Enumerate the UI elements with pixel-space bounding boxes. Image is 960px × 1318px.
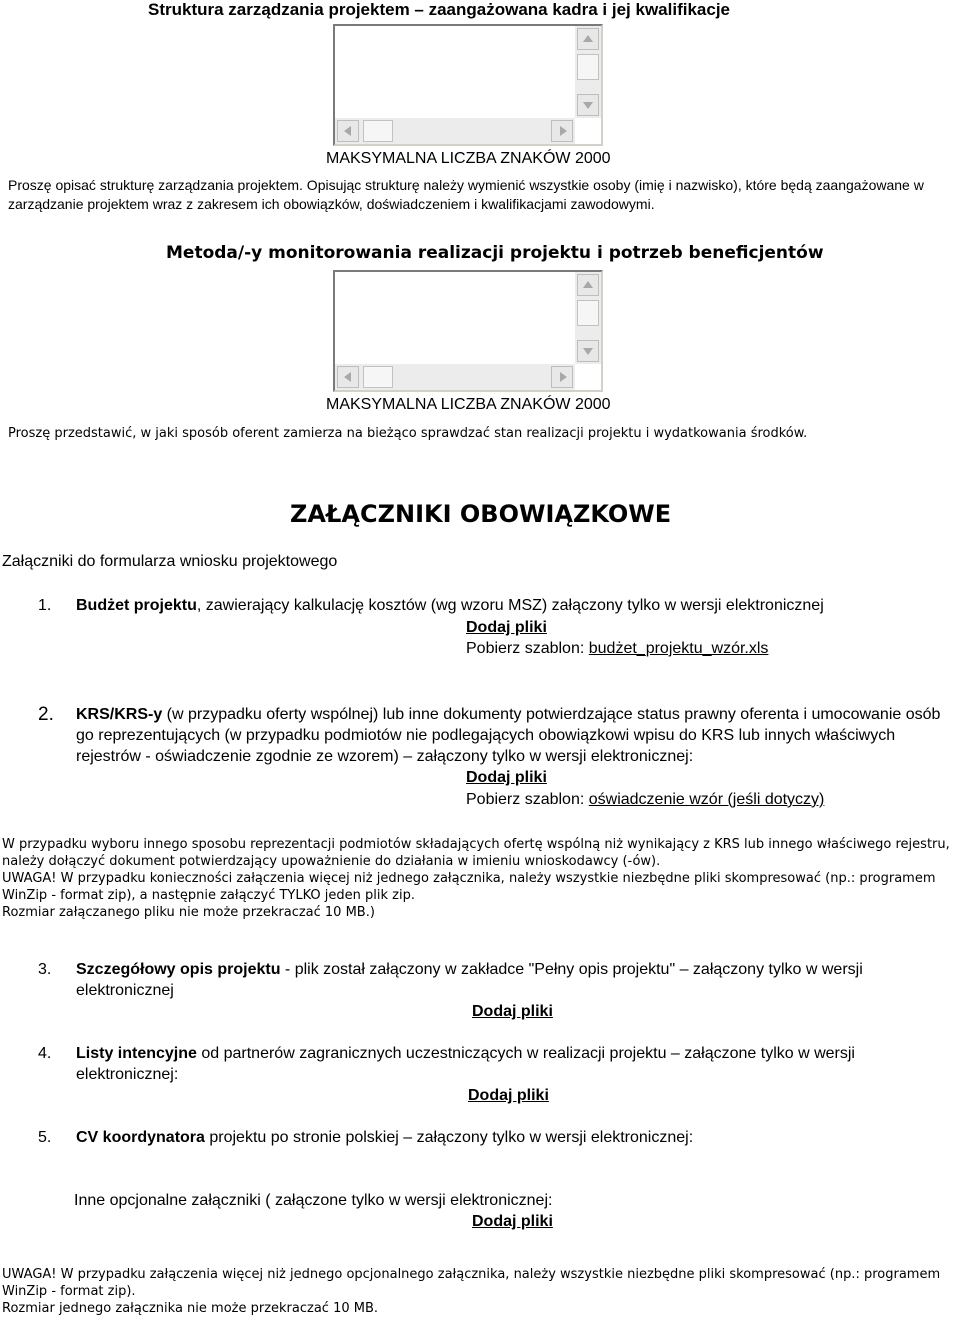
arrow-left-icon [344, 126, 351, 136]
attachments-heading: ZAŁĄCZNIKI OBOWIĄZKOWE [290, 500, 672, 528]
item-title: Budżet projektu [76, 597, 197, 614]
add-files-link[interactable]: Dodaj pliki [468, 1087, 549, 1104]
vertical-scrollbar[interactable] [575, 26, 601, 118]
scroll-thumb[interactable] [577, 300, 599, 326]
item-number: 3. [38, 961, 52, 978]
item-description: projektu po stronie polskiej – załączony tylko w wersji elektronicznej: [204, 1129, 694, 1146]
scroll-thumb[interactable] [577, 54, 599, 80]
scroll-right-button[interactable] [551, 366, 573, 388]
max-chars-label: MAKSYMALNA LICZBA ZNAKÓW 2000 [326, 150, 611, 167]
scroll-thumb[interactable] [363, 366, 393, 388]
attachment-item-description [76, 959, 958, 1001]
max-chars-label: MAKSYMALNA LICZBA ZNAKÓW 2000 [326, 396, 611, 413]
scroll-left-button[interactable] [337, 366, 359, 388]
scroll-left-button[interactable] [337, 120, 359, 142]
attachment-item-letters [76, 1043, 958, 1085]
scroll-up-button[interactable] [577, 274, 599, 296]
download-template-prefix: Pobierz szablon: [466, 640, 585, 657]
download-template-prefix: Pobierz szablon: [466, 791, 585, 808]
item-number: 5. [38, 1129, 52, 1146]
item-number: 4. [38, 1045, 52, 1062]
help-text: Proszę opisać strukturę zarządzania projektem. Opisując strukturę należy wymienić wszystkie osoby (imię i nazwisko), które będą zaangażowane w zarządzanie projektem wraz z zakresem ich obowiązków, doświadczeniem i kwalifikacjami zawodowymi. [8, 177, 924, 212]
item-description: , zawierający kalkulację kosztów (wg wzoru MSZ) załączony tylko w wersji elektronicznej [196, 597, 824, 614]
note-line: UWAGA! W przypadku załączenia więcej niż jednego opcjonalnego załącznika, należy wszystkie niezbędne pliki skompresować (np.: programem WinZip - format zip). [2, 1267, 941, 1299]
optional-note [2, 1266, 958, 1317]
template-download-link[interactable]: budżet_projektu_wzór.xls [588, 640, 769, 657]
item-number: 2. [38, 704, 54, 725]
note-line: UWAGA! W przypadku konieczności załączenia więcej niż jednego załącznika, należy wszystkie niezbędne pliki skompresować (np.: programem WinZip - format zip), a następnie załączyć TYLKO jeden plik zip. [2, 871, 936, 903]
section-title-management: Struktura zarządzania projektem – zaangażowana kadra i jej kwalifikacje [148, 0, 731, 19]
krs-note [2, 836, 958, 921]
attachment-item-krs [76, 704, 958, 767]
add-files-link[interactable]: Dodaj pliki [466, 769, 547, 786]
item-title: Szczegółowy opis projektu [76, 961, 281, 978]
item-description: - plik został załączony w zakładce "Pełny opis projektu" – załączony tylko w wersji elektronicznej [76, 961, 863, 999]
arrow-right-icon [560, 126, 567, 136]
scroll-right-button[interactable] [551, 120, 573, 142]
add-files-link[interactable]: Dodaj pliki [466, 619, 547, 636]
item-title: CV koordynatora [76, 1129, 205, 1146]
add-files-link[interactable]: Dodaj pliki [472, 1213, 553, 1230]
help-text: Proszę przedstawić, w jaki sposób oferent zamierza na bieżąco sprawdzać stan realizacji projektu i wydatkowania środków. [8, 426, 808, 441]
attachment-item-cv [76, 1127, 958, 1148]
scroll-down-button[interactable] [577, 94, 599, 116]
horizontal-scrollbar[interactable] [335, 118, 575, 144]
scroll-thumb[interactable] [363, 120, 393, 142]
item-description: (w przypadku oferty wspólnej) lub inne dokumenty potwierdzające status prawny oferenta i umocowanie osób go reprezentujących (w przypadku podmiotów nie podlegających obowiązkowi wpisu do KRS lub innych właściwych rejestrów - oświadczenie zgodnie ze wzorem) – załączony tylko w wersji elektronicznej: [76, 706, 941, 765]
item-title: KRS/KRS-y [76, 706, 163, 723]
item-description: od partnerów zagranicznych uczestniczących w realizacji projektu – załączone tylko w wersji elektronicznej: [76, 1045, 855, 1083]
arrow-down-icon [583, 102, 593, 109]
note-line: W przypadku wyboru innego sposobu reprezentacji podmiotów składających ofertę wspólną niż wynikający z KRS lub innego właściwego rejestru, należy dołączyć dokument potwierdzający upoważnienie do działania w imieniu wnioskodawcy (-ów). [2, 837, 950, 869]
download-template-row [466, 789, 824, 810]
attachment-item-budget [76, 595, 958, 616]
arrow-up-icon [583, 35, 593, 42]
arrow-left-icon [344, 372, 351, 382]
attachments-lead: Załączniki do formularza wniosku projektowego [2, 553, 338, 570]
note-line: Rozmiar jednego załącznika nie może przekraczać 10 MB. [2, 1301, 379, 1316]
arrow-down-icon [583, 348, 593, 355]
monitoring-method-textarea[interactable] [333, 270, 603, 392]
download-template-row [466, 638, 768, 659]
template-download-link[interactable]: oświadczenie wzór (jeśli dotyczy) [588, 791, 825, 808]
horizontal-scrollbar[interactable] [335, 364, 575, 390]
optional-attachments-label: Inne opcjonalne załączniki ( załączone tylko w wersji elektronicznej: [74, 1192, 553, 1209]
arrow-up-icon [583, 281, 593, 288]
scroll-up-button[interactable] [577, 28, 599, 50]
item-number: 1. [38, 597, 52, 614]
vertical-scrollbar[interactable] [575, 272, 601, 364]
scroll-down-button[interactable] [577, 340, 599, 362]
management-structure-textarea[interactable] [333, 24, 603, 146]
add-files-link[interactable]: Dodaj pliki [472, 1003, 553, 1020]
note-line: Rozmiar załączanego pliku nie może przekraczać 10 MB.) [2, 905, 375, 920]
section-title-monitoring: Metoda/-y monitorowania realizacji projektu i potrzeb beneficjentów [166, 243, 824, 263]
item-title: Listy intencyjne [76, 1045, 197, 1062]
arrow-right-icon [560, 372, 567, 382]
